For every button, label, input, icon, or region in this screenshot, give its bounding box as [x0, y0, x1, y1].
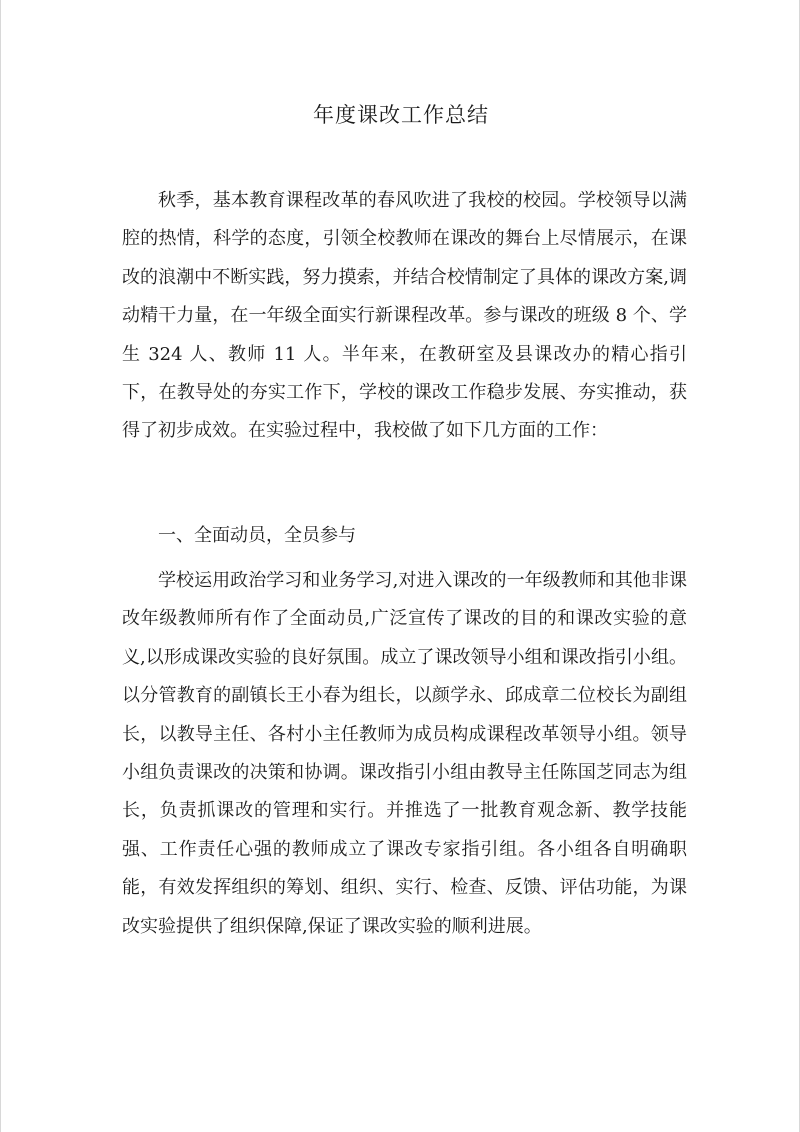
- section-heading-1: 一、全面动员，全员参与: [158, 525, 356, 546]
- intro-paragraph: 秋季，基本教育课程改革的春风吹进了我校的校园。学校领导以满腔的热情，科学的态度，引领全校教师在课改的舞台上尽情展示，在课改的浪潮中不断实践，努力摸索，并结合校情制定了具体的课改方案,调动精干力量，在一年级全面实行新课程改革。参与课改的班级 8 个、学生 324 人、教师 11 人。半年来，在教研室及县课改办的精心指引下，在教导处的夯实工作下，学校的课改工作稳步发展、夯实推动，获得了初步成效。在实验过程中，我校做了如下几方面的工作：: [122, 190, 687, 442]
- document-title: 年度课改工作总结: [313, 103, 489, 127]
- section-1-paragraph: 学校运用政治学习和业务学习,对进入课改的一年级教师和其他非课改年级教师所有作了全面动员,广泛宣传了课改的目的和课改实验的意义,以形成课改实验的良好氛围。成立了课改领导小组和课改指引小组。以分管教育的副镇长王小春为组长，以颜学永、邱成章二位校长为副组长，以教导主任、各村小主任教师为成员构成课程改革领导小组。领导小组负责课改的决策和协调。课改指引小组由教导主任陈国芝同志为组长，负责抓课改的管理和实行。并推选了一批教育观念新、教学技能强、工作责任心强的教师成立了课改专家指引组。各小组各自明确职能，有效发挥组织的筹划、组织、实行、检查、反馈、评估功能，为课改实验提供了组织保障,保证了课改实验的顺利进展。: [122, 570, 687, 937]
